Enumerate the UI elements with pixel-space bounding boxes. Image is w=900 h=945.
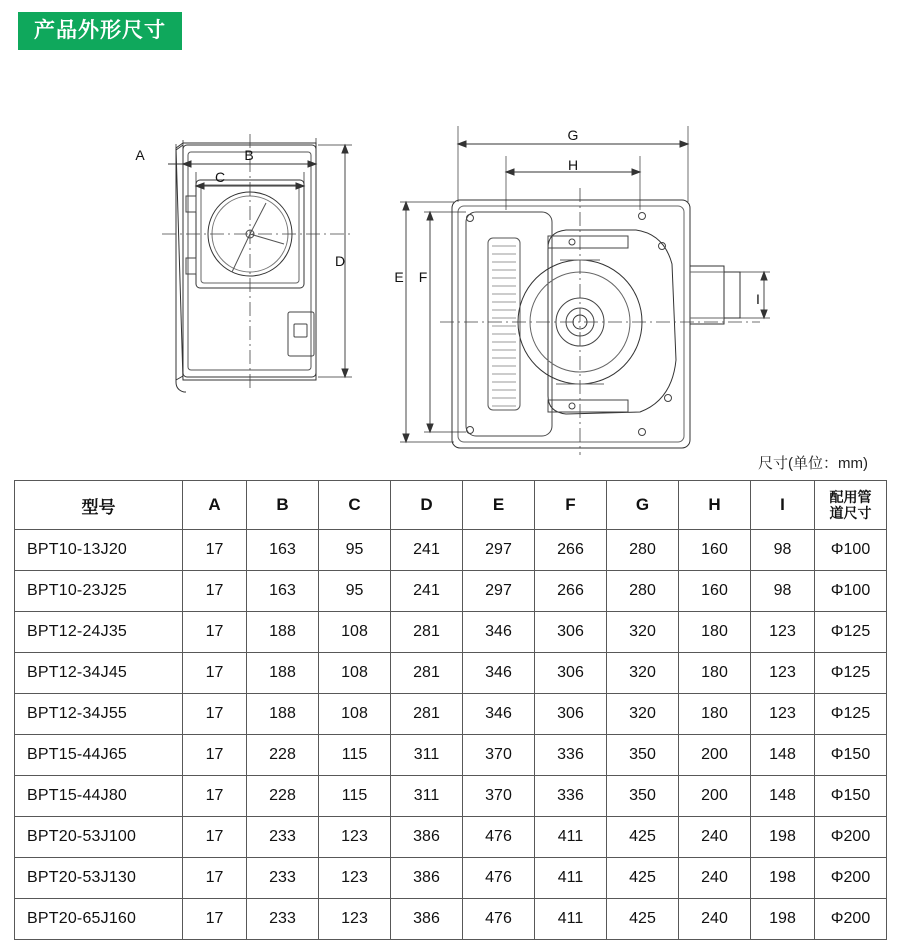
cell-h: 240 bbox=[679, 899, 751, 940]
table-row bbox=[15, 735, 887, 776]
cell-b: 188 bbox=[247, 694, 319, 735]
cell-b: 228 bbox=[247, 776, 319, 817]
cell-duct: Φ200 bbox=[815, 899, 887, 940]
cell-i: 148 bbox=[751, 735, 815, 776]
table-row bbox=[15, 858, 887, 899]
cell-model: BPT10-13J20 bbox=[15, 530, 183, 571]
cell-c: 115 bbox=[319, 776, 391, 817]
cell-f: 411 bbox=[535, 899, 607, 940]
cell-i: 198 bbox=[751, 817, 815, 858]
cell-e: 370 bbox=[463, 776, 535, 817]
cell-duct: Φ100 bbox=[815, 571, 887, 612]
cell-a: 17 bbox=[183, 694, 247, 735]
cell-duct: Φ125 bbox=[815, 612, 887, 653]
cell-model: BPT10-23J25 bbox=[15, 571, 183, 612]
cell-b: 188 bbox=[247, 612, 319, 653]
cell-h: 180 bbox=[679, 653, 751, 694]
cell-h: 160 bbox=[679, 571, 751, 612]
cell-d: 386 bbox=[391, 858, 463, 899]
cell-model: BPT15-44J65 bbox=[15, 735, 183, 776]
cell-f: 306 bbox=[535, 612, 607, 653]
cell-a: 17 bbox=[183, 776, 247, 817]
cell-duct: Φ200 bbox=[815, 817, 887, 858]
cell-duct: Φ200 bbox=[815, 858, 887, 899]
cell-a: 17 bbox=[183, 571, 247, 612]
dim-label-I: I bbox=[756, 291, 760, 307]
cell-g: 320 bbox=[607, 653, 679, 694]
cell-h: 180 bbox=[679, 694, 751, 735]
cell-b: 233 bbox=[247, 817, 319, 858]
cell-i: 98 bbox=[751, 530, 815, 571]
cell-a: 17 bbox=[183, 817, 247, 858]
table-row bbox=[15, 899, 887, 940]
cell-d: 311 bbox=[391, 735, 463, 776]
dim-label-A: A bbox=[135, 147, 145, 163]
cell-f: 336 bbox=[535, 735, 607, 776]
cell-h: 160 bbox=[679, 530, 751, 571]
dimension-table bbox=[14, 480, 887, 940]
cell-i: 198 bbox=[751, 858, 815, 899]
cell-f: 411 bbox=[535, 858, 607, 899]
dim-label-H: H bbox=[567, 157, 579, 173]
dimension-table-wrapper bbox=[14, 480, 886, 940]
column-header-a: A bbox=[183, 481, 247, 530]
cell-e: 346 bbox=[463, 694, 535, 735]
cell-i: 123 bbox=[751, 612, 815, 653]
cell-model: BPT20-53J100 bbox=[15, 817, 183, 858]
cell-b: 163 bbox=[247, 530, 319, 571]
cell-d: 281 bbox=[391, 694, 463, 735]
cell-g: 280 bbox=[607, 530, 679, 571]
column-header-c: C bbox=[319, 481, 391, 530]
column-header-d: D bbox=[391, 481, 463, 530]
cell-f: 336 bbox=[535, 776, 607, 817]
cell-g: 425 bbox=[607, 858, 679, 899]
cell-h: 240 bbox=[679, 858, 751, 899]
cell-d: 241 bbox=[391, 571, 463, 612]
column-header-i: I bbox=[751, 481, 815, 530]
cell-e: 476 bbox=[463, 899, 535, 940]
dim-label-B: B bbox=[244, 147, 254, 163]
cell-duct: Φ125 bbox=[815, 694, 887, 735]
cell-i: 123 bbox=[751, 653, 815, 694]
table-row bbox=[15, 530, 887, 571]
cell-f: 266 bbox=[535, 530, 607, 571]
cell-c: 95 bbox=[319, 571, 391, 612]
product-dimension-drawing bbox=[0, 60, 900, 455]
cell-g: 425 bbox=[607, 899, 679, 940]
cell-c: 123 bbox=[319, 817, 391, 858]
table-row bbox=[15, 571, 887, 612]
cell-duct: Φ150 bbox=[815, 776, 887, 817]
cell-a: 17 bbox=[183, 735, 247, 776]
cell-duct: Φ150 bbox=[815, 735, 887, 776]
cell-d: 386 bbox=[391, 817, 463, 858]
units-note: 尺寸(单位：mm) bbox=[758, 455, 868, 472]
cell-b: 163 bbox=[247, 571, 319, 612]
cell-c: 115 bbox=[319, 735, 391, 776]
dim-label-G: G bbox=[567, 127, 579, 143]
cell-model: BPT12-34J55 bbox=[15, 694, 183, 735]
cell-e: 297 bbox=[463, 571, 535, 612]
cell-duct: Φ100 bbox=[815, 530, 887, 571]
cell-e: 346 bbox=[463, 653, 535, 694]
cell-a: 17 bbox=[183, 653, 247, 694]
cell-c: 123 bbox=[319, 899, 391, 940]
page-title: 产品外形尺寸 bbox=[18, 12, 182, 50]
column-header-g: G bbox=[607, 481, 679, 530]
cell-i: 148 bbox=[751, 776, 815, 817]
cell-e: 346 bbox=[463, 612, 535, 653]
cell-b: 233 bbox=[247, 899, 319, 940]
cell-e: 370 bbox=[463, 735, 535, 776]
dim-label-C: C bbox=[214, 169, 226, 185]
column-header-duct-size bbox=[815, 481, 887, 530]
duct-header-line-2: 道尺寸 bbox=[829, 505, 872, 521]
cell-h: 200 bbox=[679, 776, 751, 817]
cell-a: 17 bbox=[183, 612, 247, 653]
table-row bbox=[15, 612, 887, 653]
cell-c: 108 bbox=[319, 612, 391, 653]
cell-h: 200 bbox=[679, 735, 751, 776]
cell-a: 17 bbox=[183, 530, 247, 571]
cell-c: 123 bbox=[319, 858, 391, 899]
column-header-e: E bbox=[463, 481, 535, 530]
column-header-f: F bbox=[535, 481, 607, 530]
cell-i: 198 bbox=[751, 899, 815, 940]
cell-d: 281 bbox=[391, 612, 463, 653]
cell-b: 228 bbox=[247, 735, 319, 776]
cell-model: BPT20-65J160 bbox=[15, 899, 183, 940]
cell-h: 240 bbox=[679, 817, 751, 858]
column-header-model: 型号 bbox=[15, 481, 183, 530]
cell-f: 306 bbox=[535, 653, 607, 694]
cell-e: 476 bbox=[463, 817, 535, 858]
cell-duct: Φ125 bbox=[815, 653, 887, 694]
cell-i: 98 bbox=[751, 571, 815, 612]
table-row bbox=[15, 817, 887, 858]
column-header-h: H bbox=[679, 481, 751, 530]
cell-g: 425 bbox=[607, 817, 679, 858]
cell-model: BPT12-24J35 bbox=[15, 612, 183, 653]
cell-model: BPT20-53J130 bbox=[15, 858, 183, 899]
cell-g: 320 bbox=[607, 612, 679, 653]
cell-d: 311 bbox=[391, 776, 463, 817]
cell-b: 233 bbox=[247, 858, 319, 899]
cell-h: 180 bbox=[679, 612, 751, 653]
table-row bbox=[15, 694, 887, 735]
column-header-b: B bbox=[247, 481, 319, 530]
dim-label-F: F bbox=[418, 269, 428, 285]
cell-f: 306 bbox=[535, 694, 607, 735]
cell-e: 297 bbox=[463, 530, 535, 571]
cell-c: 95 bbox=[319, 530, 391, 571]
cell-g: 280 bbox=[607, 571, 679, 612]
dim-label-E: E bbox=[394, 269, 404, 285]
cell-d: 281 bbox=[391, 653, 463, 694]
cell-g: 320 bbox=[607, 694, 679, 735]
cell-a: 17 bbox=[183, 858, 247, 899]
table-header-row bbox=[15, 481, 887, 530]
table-body bbox=[15, 530, 887, 940]
cell-g: 350 bbox=[607, 735, 679, 776]
cell-b: 188 bbox=[247, 653, 319, 694]
table-row bbox=[15, 776, 887, 817]
cell-i: 123 bbox=[751, 694, 815, 735]
cell-a: 17 bbox=[183, 899, 247, 940]
cell-f: 411 bbox=[535, 817, 607, 858]
dim-label-D: D bbox=[334, 253, 346, 269]
cell-d: 241 bbox=[391, 530, 463, 571]
cell-model: BPT15-44J80 bbox=[15, 776, 183, 817]
cell-f: 266 bbox=[535, 571, 607, 612]
duct-header-line-1: 配用管 bbox=[829, 488, 872, 505]
cell-d: 386 bbox=[391, 899, 463, 940]
table-row bbox=[15, 653, 887, 694]
cell-g: 350 bbox=[607, 776, 679, 817]
cell-model: BPT12-34J45 bbox=[15, 653, 183, 694]
cell-c: 108 bbox=[319, 653, 391, 694]
cell-e: 476 bbox=[463, 858, 535, 899]
cell-c: 108 bbox=[319, 694, 391, 735]
